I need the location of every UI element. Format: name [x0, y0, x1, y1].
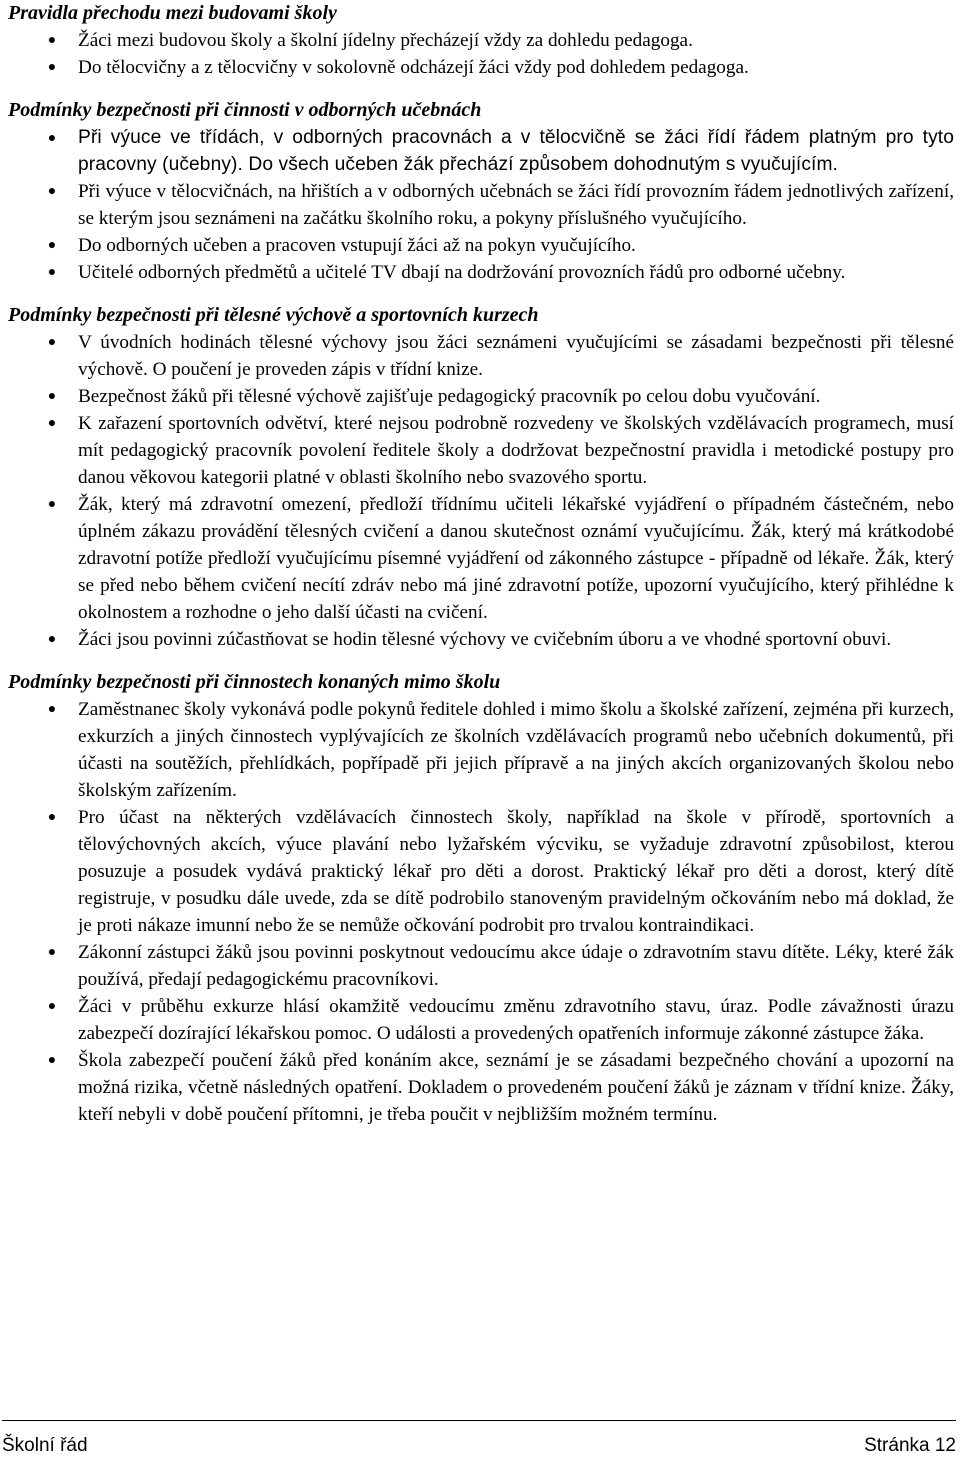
bullet-icon: ● [47, 497, 57, 512]
section-heading: Podmínky bezpečnosti při činnosti v odborných učebnách [8, 99, 482, 121]
bullet-icon: ● [47, 632, 57, 647]
list-item: ● K zařazení sportovních odvětví, které nejsou podrobně rozvedeny ve školských vzdělávacích programech, musí mít pedagogický pracovník povolení ředitele školy a dodržovat bezpečnostní pravidla i metodické postupy pro danou věkovou kategorii platné v oblasti školního nebo svazového sportu. [8, 410, 954, 491]
list-item: ● Při výuce ve třídách, v odborných pracovnách a v tělocvičně se žáci řídí řádem platným pro tyto pracovny (učebny). Do všech učeben žák přechází způsobem dohodnutým s vyučujícím. [8, 124, 954, 178]
bullet-list [8, 124, 954, 286]
list-item: ● Škola zabezpečí poučení žáků před konáním akce, seznámí je se zásadami bezpečného chování a upozorní na možná rizika, včetně následných opatření. Dokladem o provedeném poučení žáků je záznam v třídní knize. Žáky, kteří nebyli v době poučení přítomni, je třeba poučit v nejbližším možném termínu. [8, 1047, 954, 1128]
list-item: ● Zákonní zástupci žáků jsou povinni poskytnout vedoucímu akce údaje o zdravotním stavu dítěte. Léky, které žák používá, předají pedagogickému pracovníkovi. [8, 939, 954, 993]
bullet-icon: ● [47, 810, 57, 825]
section-classroom-safety [8, 97, 954, 286]
section-offsite-safety [8, 669, 954, 1128]
list-item: ● Do odborných učeben a pracoven vstupují žáci až na pokyn vyučujícího. [8, 232, 954, 259]
bullet-icon: ● [47, 389, 57, 404]
section-heading: Podmínky bezpečnosti při činnostech konaných mimo školu [8, 671, 501, 693]
footer-document-title: Školní řád [2, 1435, 88, 1456]
list-item: ● Žáci jsou povinni zúčastňovat se hodin tělesné výchovy ve cvičebním úboru a ve vhodné sportovní obuvi. [8, 626, 954, 653]
bullet-icon: ● [47, 999, 57, 1014]
bullet-icon: ● [47, 238, 57, 253]
list-item: ● Učitelé odborných předmětů a učitelé TV dbají na dodržování provozních řádů pro odborné učebny. [8, 259, 954, 286]
list-item: ● Bezpečnost žáků při tělesné výchově zajišťuje pedagogický pracovník po celou dobu vyučování. [8, 383, 954, 410]
section-transfer-rules [8, 0, 954, 81]
bullet-icon: ● [47, 129, 57, 145]
list-item: ● Do tělocvičny a z tělocvičny v sokolovně odcházejí žáci vždy pod dohledem pedagoga. [8, 54, 954, 81]
list-item: ● Při výuce v tělocvičnách, na hřištích a v odborných učebnách se žáci řídí provozním řádem jednotlivých zařízení, se kterým jsou seznámeni na začátku školního roku, a pokyny příslušného vyučujícího. [8, 178, 954, 232]
section-heading: Pravidla přechodu mezi budovami školy [8, 2, 337, 24]
bullet-icon: ● [47, 702, 57, 717]
bullet-icon: ● [47, 184, 57, 199]
section-heading: Podmínky bezpečnosti při tělesné výchově a sportovních kurzech [8, 304, 539, 326]
bullet-icon: ● [47, 335, 57, 350]
bullet-list [8, 27, 954, 81]
bullet-icon: ● [47, 33, 57, 48]
document-page [8, 0, 954, 1128]
bullet-icon: ● [47, 265, 57, 280]
list-item: ● V úvodních hodinách tělesné výchovy jsou žáci seznámeni vyučujícími se zásadami bezpečnosti při tělesné výchově. O poučení je proveden zápis v třídní knize. [8, 329, 954, 383]
footer-page-number: Stránka 12 [864, 1435, 956, 1456]
bullet-icon: ● [47, 1053, 57, 1068]
list-item: ● Žáci mezi budovou školy a školní jídelny přecházejí vždy za dohledu pedagoga. [8, 27, 954, 54]
section-pe-safety [8, 302, 954, 653]
list-item: ● Žáci v průběhu exkurze hlásí okamžitě vedoucímu změnu zdravotního stavu, úraz. Podle závažnosti úrazu zabezpečí dozírající lékařskou pomoc. O události a provedených opatřeních informuje zákonné zástupce žáka. [8, 993, 954, 1047]
list-item: ● Pro účast na některých vzdělávacích činnostech školy, například na škole v přírodě, sportovních a tělovýchovných akcích, výuce plavání nebo lyžařském výcviku, se vyžaduje zdravotní způsobilost, kterou posuzuje a posudek vydává praktický lékař pro děti a dorost. Praktický lékař pro děti a dorost, který dítě registruje, v posudku dále uvede, zda se dítě podrobilo stanoveným pravidelným očkováním nebo má doklad, že je proti nákaze imunní nebo že se nemůže očkování podrobit pro trvalou kontraindikaci. [8, 804, 954, 939]
bullet-list [8, 329, 954, 653]
list-item: ● Žák, který má zdravotní omezení, předloží třídnímu učiteli lékařské vyjádření o případném částečném, nebo úplném zákazu provádění tělesných cvičení a danou skutečnost oznámí vyučujícímu. Žák, který má krátkodobé zdravotní potíže předloží vyučujícímu písemné vyjádření od zákonného zástupce - případně od lékaře. Žák, který se před nebo během cvičení necítí zdráv nebo má jiné zdravotní potíže, upozorní vyučujícího, který přihlédne k okolnostem a rozhodne o jeho další účasti na cvičení. [8, 491, 954, 626]
bullet-list [8, 696, 954, 1128]
bullet-icon: ● [47, 60, 57, 75]
page-footer [2, 1420, 956, 1457]
bullet-icon: ● [47, 416, 57, 431]
list-item: ● Zaměstnanec školy vykonává podle pokynů ředitele dohled i mimo školu a školské zařízení, zejména při kurzech, exkurzích a jiných činnostech vyplývajících ze školních vzdělávacích programů nebo učebních dokumentů, při účasti na soutěžích, přehlídkách, popřípadě při jejich přípravě a na jiných akcích organizovaných školou nebo školským zařízením. [8, 696, 954, 804]
bullet-icon: ● [47, 945, 57, 960]
